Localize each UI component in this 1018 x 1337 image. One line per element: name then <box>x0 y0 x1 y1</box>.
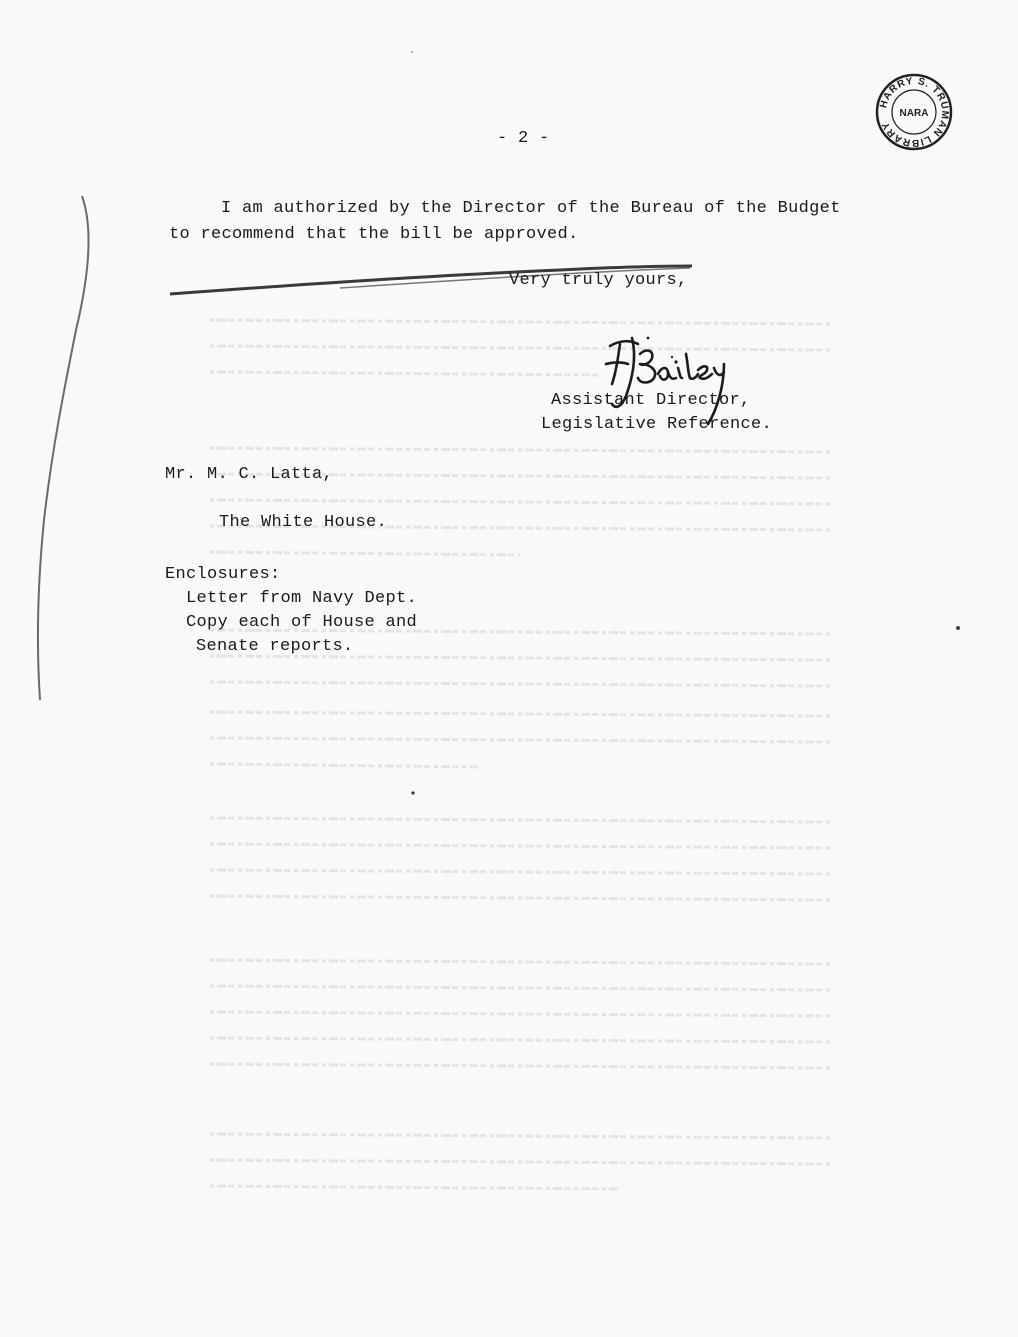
enclosure-item-2-line-1: Copy each of House and <box>186 613 418 632</box>
body-line-1: I am authorized by the Director of the Bureau of the Budget <box>221 199 841 218</box>
enclosure-item-2-line-2: Senate reports. <box>196 637 354 656</box>
complimentary-closing: Very truly yours, <box>509 271 688 290</box>
enclosure-item-1: Letter from Navy Dept. <box>186 589 418 608</box>
pencil-margin-mark <box>0 0 120 720</box>
svg-text:NARA: NARA <box>899 108 929 119</box>
addressee-place: The White House. <box>219 513 388 532</box>
svg-text:HARRY S. TRUMAN LIBRARY: HARRY S. TRUMAN LIBRARY <box>878 75 951 149</box>
enclosures-heading: Enclosures: <box>165 565 281 584</box>
addressee-name: Mr. M. C. Latta, <box>165 465 334 484</box>
library-stamp-seal <box>874 72 954 152</box>
body-line-2: to recommend that the bill be approved. <box>169 225 579 244</box>
signer-title-line-1: Assistant Director, <box>551 391 751 410</box>
page-number: - 2 - <box>497 129 550 148</box>
signer-title-line-2: Legislative Reference. <box>541 415 773 434</box>
library-stamp <box>874 72 954 152</box>
